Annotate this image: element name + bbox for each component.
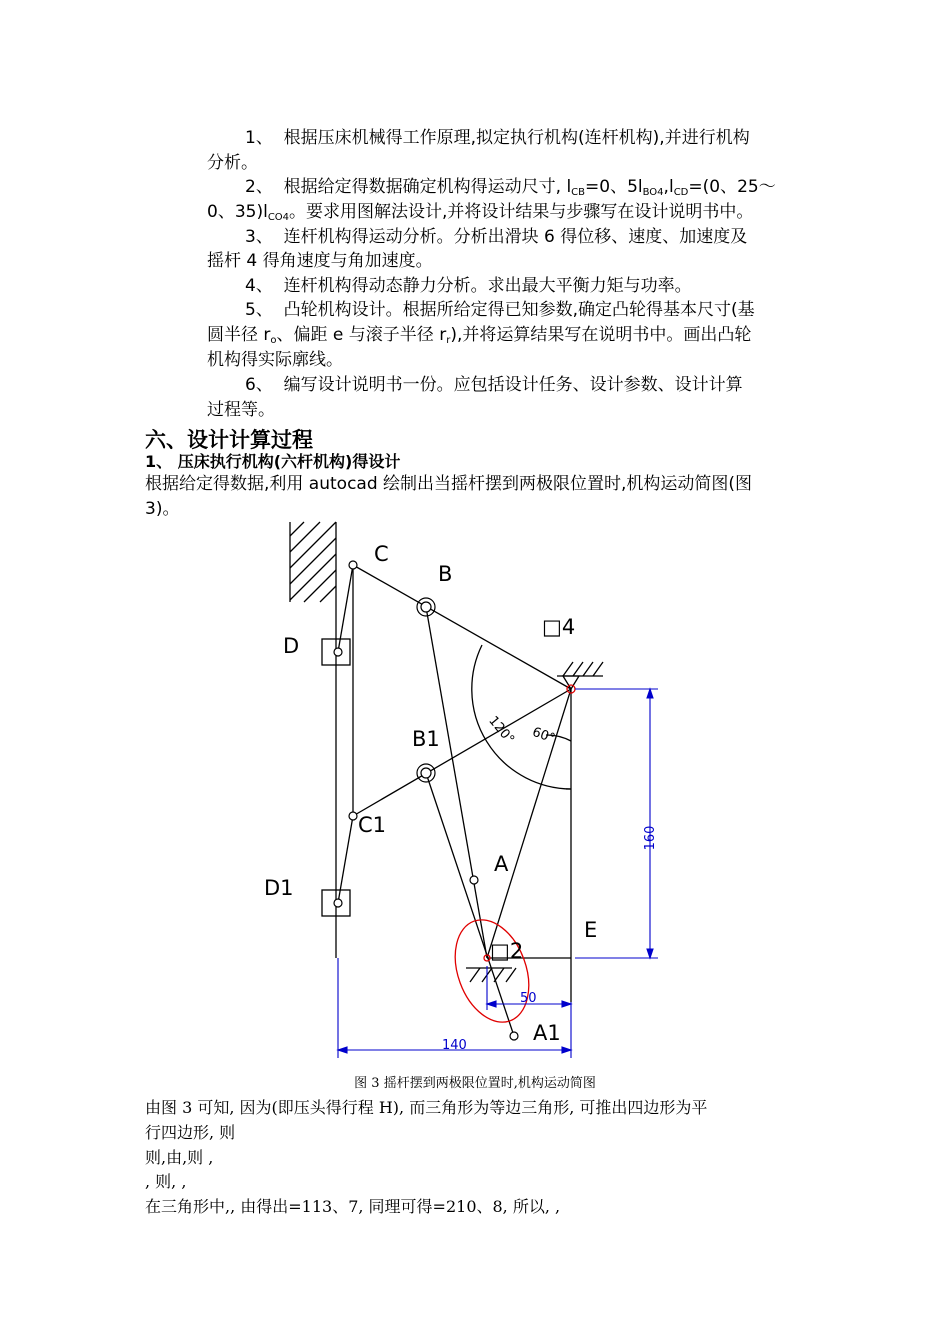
label-a: A — [494, 852, 509, 876]
angle-120-label: 120° — [485, 713, 517, 748]
dim-160-label: 160 — [643, 825, 658, 851]
dim-140-label: 140 — [442, 1038, 467, 1053]
item-2-line1: 2、 根据给定得数据确定机构得运动尺寸, lCB=0、5lBO4,lCD=(0、25～ — [245, 177, 776, 198]
item-5-line2: 圆半径 ro、偏距 e 与滚子半径 rr),并将运算结果写在说明书中。画出凸轮 — [207, 325, 752, 346]
body-line-1: 由图 3 可知, 因为(即压头得行程 H), 而三角形为等边三角形, 可推出四边形为平 — [145, 1098, 708, 1117]
figure-caption: 图 3 摇杆摆到两极限位置时,机构运动简图 — [354, 1076, 596, 1091]
body-line-5: 在三角形中,, 由得出=113、7, 同理可得=210、8, 所以, , — [145, 1197, 561, 1216]
item-5-line1: 5、 凸轮机构设计。根据所给定得已知参数,确定凸轮得基本尺寸(基 — [245, 300, 755, 320]
item-3-line1: 3、 连杆机构得运动分析。分析出滑块 6 得位移、速度、加速度及 — [245, 227, 748, 247]
label-d1: D1 — [264, 876, 294, 900]
item-4-line1: 4、 连杆机构得动态静力分析。求出最大平衡力矩与功率。 — [245, 276, 692, 296]
intro-line2: 3)。 — [145, 499, 180, 519]
diagram-labels — [264, 542, 597, 1045]
diagram-lines — [290, 522, 603, 1036]
label-c: C — [374, 542, 389, 566]
body-line-2: 行四边形, 则 — [145, 1123, 236, 1142]
body-line-4: , 则, , — [145, 1172, 187, 1191]
item-3-line2: 摇杆 4 得角速度与角加速度。 — [207, 251, 433, 271]
item-6-line2: 过程等。 — [207, 400, 275, 420]
label-c1: C1 — [358, 813, 387, 837]
angle-60-label: 60° — [530, 724, 557, 747]
item-1-line1: 1、 根据压床机械得工作原理,拟定执行机构(连杆机构),并进行机构 — [245, 128, 750, 148]
section-title: 六、设计计算过程 — [145, 428, 313, 452]
body-line-3: 则,由,则 , — [145, 1148, 214, 1167]
label-b: B — [438, 562, 453, 586]
dimension-labels — [442, 826, 658, 1053]
label-o2: □2 — [490, 939, 524, 963]
label-o4: □4 — [542, 615, 576, 639]
item-5-line3: 机构得实际廓线。 — [207, 350, 343, 370]
label-d: D — [283, 634, 300, 658]
label-b1: B1 — [412, 727, 440, 751]
item-2-line2: 0、35)lCO4。要求用图解法设计,并将设计结果与步骤写在设计说明书中。 — [207, 202, 754, 223]
label-a1: A1 — [533, 1021, 561, 1045]
item-6-line1: 6、 编写设计说明书一份。应包括设计任务、设计参数、设计计算 — [245, 375, 743, 395]
intro-line1: 根据给定得数据,利用 autocad 绘制出当摇杆摆到两极限位置时,机构运动简图(图 — [145, 474, 753, 494]
label-e: E — [584, 918, 598, 942]
item-1-line2: 分析。 — [207, 153, 258, 173]
subsection-title: 1、 压床执行机构(六杆机构)得设计 — [145, 452, 401, 471]
dim-50-label: 50 — [520, 991, 537, 1006]
